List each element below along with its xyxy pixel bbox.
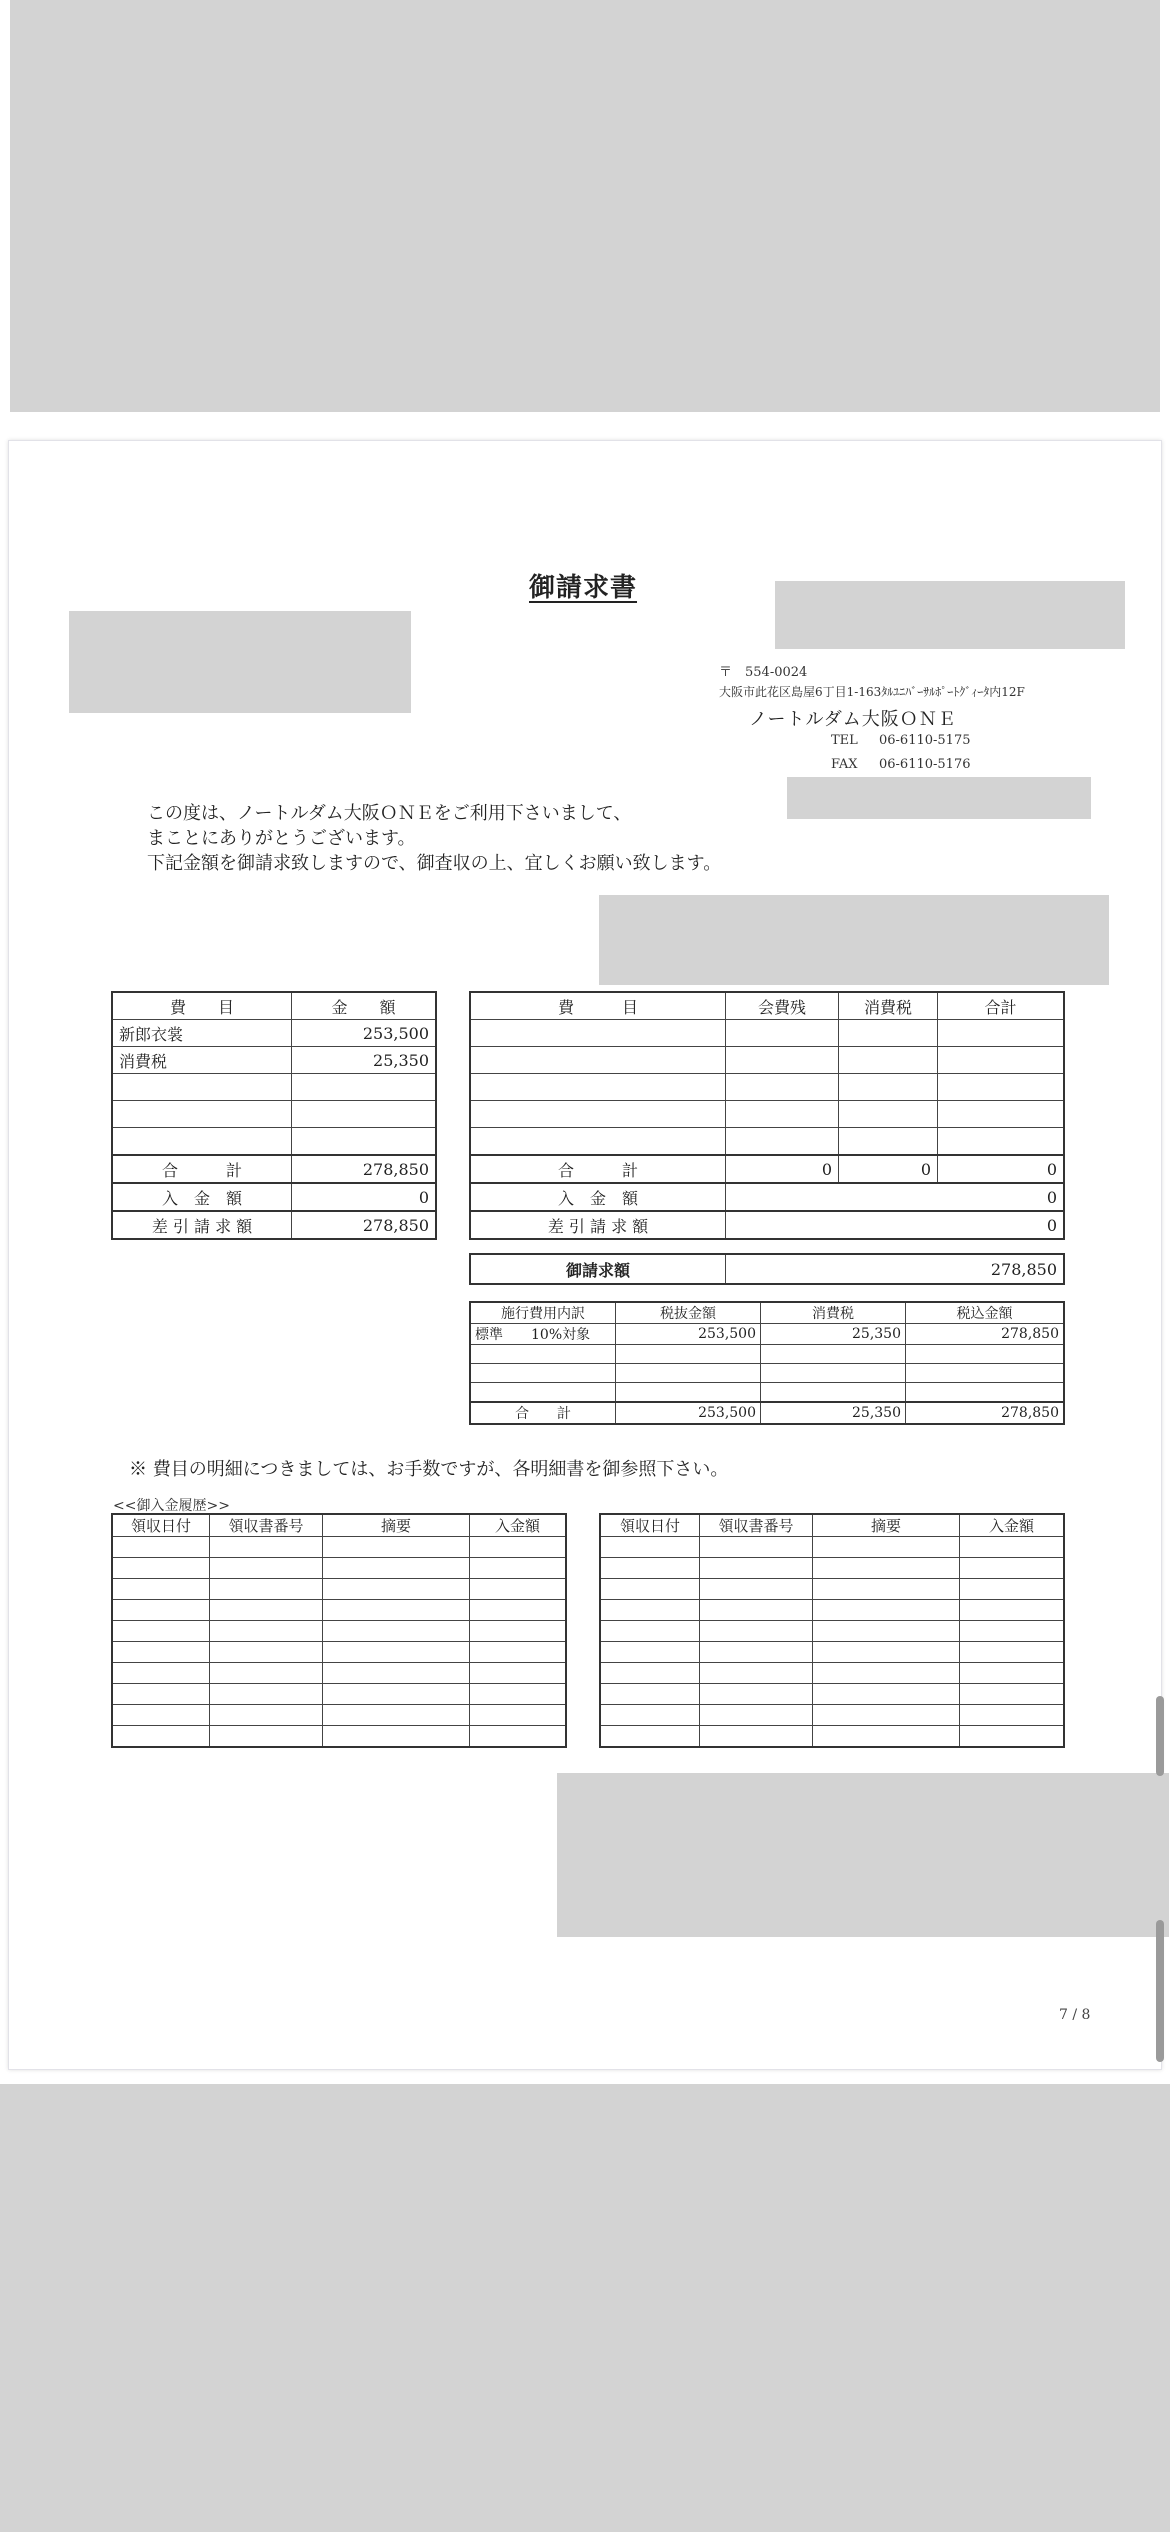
invoice-amount-table bbox=[469, 1253, 1065, 1285]
table-row bbox=[112, 1621, 566, 1642]
row-amount: 253,500 bbox=[292, 1020, 437, 1047]
table-row bbox=[600, 1705, 1064, 1726]
header-tax: 消費税 bbox=[761, 1302, 906, 1324]
payment-history-table-left bbox=[111, 1513, 567, 1748]
header-sum: 合計 bbox=[938, 992, 1065, 1020]
paid-label: 入 金 額 bbox=[112, 1183, 292, 1211]
redacted-bank-info bbox=[557, 1773, 1169, 1937]
header-amount: 金 額 bbox=[292, 992, 437, 1020]
sender-address: 大阪市此花区島屋6丁目1-163ﾀﾙﾕﾆﾊﾞｰｻﾙﾎﾟｰﾄｸﾞｨｰﾀ内12F bbox=[719, 685, 1025, 699]
table-row bbox=[600, 1621, 1064, 1642]
table-row bbox=[112, 1579, 566, 1600]
total-tax: 0 bbox=[839, 1155, 938, 1183]
table-row bbox=[600, 1558, 1064, 1579]
redacted-staff bbox=[787, 777, 1091, 819]
paid-label: 入 金 額 bbox=[470, 1183, 726, 1211]
table-row bbox=[470, 1364, 1064, 1383]
total-label: 合 計 bbox=[112, 1155, 292, 1183]
table-row bbox=[600, 1537, 1064, 1558]
table-row bbox=[112, 1642, 566, 1663]
table-row bbox=[112, 1537, 566, 1558]
table-row bbox=[112, 1074, 436, 1101]
table-row bbox=[112, 1558, 566, 1579]
membership-fee-table bbox=[469, 991, 1065, 1240]
row-tax: 25,350 bbox=[761, 1324, 906, 1345]
row-excl: 253,500 bbox=[616, 1324, 761, 1345]
redacted-stamp bbox=[599, 895, 1109, 985]
header-tax: 消費税 bbox=[839, 992, 938, 1020]
row-amount bbox=[292, 1074, 437, 1101]
header-breakdown: 施行費用内訳 bbox=[470, 1302, 616, 1324]
table-row bbox=[112, 1663, 566, 1684]
row-item bbox=[112, 1128, 292, 1156]
table-row bbox=[112, 1726, 566, 1748]
previous-page-area bbox=[10, 0, 1160, 412]
header-receipt-number: 領収書番号 bbox=[210, 1514, 323, 1537]
balance-amount: 278,850 bbox=[292, 1211, 437, 1239]
breakdown-total-label: 合 計 bbox=[470, 1402, 616, 1424]
document-title: 御請求書 bbox=[529, 573, 638, 603]
breakdown-total-excl: 253,500 bbox=[616, 1402, 761, 1424]
row-amount bbox=[292, 1128, 437, 1156]
total-label: 合 計 bbox=[470, 1155, 726, 1183]
row-item bbox=[112, 1101, 292, 1128]
table-row bbox=[112, 1101, 436, 1128]
table-row bbox=[600, 1642, 1064, 1663]
row-amount: 25,350 bbox=[292, 1047, 437, 1074]
fax-label: FAX bbox=[831, 757, 858, 772]
page-number: 7 / 8 bbox=[1059, 2007, 1091, 2023]
greeting-line-3: 下記金額を御請求致しますので、御査収の上、宜しくお願い致します。 bbox=[147, 853, 722, 874]
table-row bbox=[470, 1345, 1064, 1364]
balance-label: 差 引 請 求 額 bbox=[470, 1211, 726, 1239]
greeting-line-2: まことにありがとうございます。 bbox=[147, 828, 416, 849]
header-receipt-number: 領収書番号 bbox=[700, 1514, 813, 1537]
balance-amount: 0 bbox=[726, 1211, 1065, 1239]
tel-number: 06-6110-5175 bbox=[879, 733, 971, 748]
table-row bbox=[470, 1101, 1064, 1128]
tel-label: TEL bbox=[831, 733, 858, 748]
expense-summary-table bbox=[111, 991, 437, 1240]
header-excl: 税抜金額 bbox=[616, 1302, 761, 1324]
table-row bbox=[470, 1020, 1064, 1047]
scrollbar-thumb[interactable] bbox=[1156, 1696, 1164, 1776]
table-row bbox=[470, 1383, 1064, 1403]
header-incl: 税込金額 bbox=[906, 1302, 1065, 1324]
row-item bbox=[112, 1074, 292, 1101]
table-row bbox=[600, 1684, 1064, 1705]
table-row bbox=[112, 1684, 566, 1705]
total-remaining: 0 bbox=[726, 1155, 839, 1183]
table-row bbox=[600, 1726, 1064, 1748]
row-item: 新郎衣裳 bbox=[112, 1020, 292, 1047]
scrollbar-thumb-lower[interactable] bbox=[1156, 1920, 1164, 2062]
row-incl: 278,850 bbox=[906, 1324, 1065, 1345]
table-row bbox=[470, 1074, 1064, 1101]
table-row bbox=[112, 1705, 566, 1726]
row-item: 消費税 bbox=[112, 1047, 292, 1074]
table-row bbox=[470, 1047, 1064, 1074]
header-item: 費 目 bbox=[112, 992, 292, 1020]
table-row bbox=[600, 1663, 1064, 1684]
row-label: 標準 10%対象 bbox=[470, 1324, 616, 1345]
balance-label: 差 引 請 求 額 bbox=[112, 1211, 292, 1239]
table-row bbox=[112, 1020, 436, 1047]
table-row bbox=[600, 1579, 1064, 1600]
header-receipt-date: 領収日付 bbox=[600, 1514, 700, 1537]
header-receipt-date: 領収日付 bbox=[112, 1514, 210, 1537]
breakdown-total-tax: 25,350 bbox=[761, 1402, 906, 1424]
next-page-area bbox=[0, 2084, 1170, 2532]
header-payment: 入金額 bbox=[960, 1514, 1065, 1537]
header-summary: 摘要 bbox=[813, 1514, 960, 1537]
table-row bbox=[112, 1047, 436, 1074]
total-sum: 0 bbox=[938, 1155, 1065, 1183]
document-page bbox=[8, 440, 1162, 2070]
table-row bbox=[470, 1128, 1064, 1156]
paid-amount: 0 bbox=[292, 1183, 437, 1211]
redacted-recipient bbox=[69, 611, 411, 713]
header-remaining: 会費残 bbox=[726, 992, 839, 1020]
header-summary: 摘要 bbox=[323, 1514, 470, 1537]
table-row bbox=[470, 1324, 1064, 1345]
greeting-line-1: この度は、ノートルダム大阪ＯＮＥをご利用下さいまして、 bbox=[147, 803, 632, 824]
breakdown-table bbox=[469, 1301, 1065, 1425]
invoice-amount-value: 278,850 bbox=[726, 1254, 1065, 1284]
row-amount bbox=[292, 1101, 437, 1128]
invoice-amount-label: 御請求額 bbox=[470, 1254, 726, 1284]
breakdown-total-incl: 278,850 bbox=[906, 1402, 1065, 1424]
header-payment: 入金額 bbox=[470, 1514, 567, 1537]
payment-history-title: <<御入金履歴>> bbox=[113, 1498, 230, 1514]
paid-amount: 0 bbox=[726, 1183, 1065, 1211]
sender-name: ノートルダム大阪ＯＮＥ bbox=[749, 709, 957, 730]
sender-postal: 〒 554-0024 bbox=[719, 665, 808, 680]
header-item: 費 目 bbox=[470, 992, 726, 1020]
redacted-header-right bbox=[775, 581, 1125, 649]
payment-history-table-right bbox=[599, 1513, 1065, 1748]
table-row bbox=[112, 1600, 566, 1621]
greeting-text bbox=[147, 801, 721, 876]
table-row bbox=[600, 1600, 1064, 1621]
fax-number: 06-6110-5176 bbox=[879, 757, 971, 772]
total-amount: 278,850 bbox=[292, 1155, 437, 1183]
table-row bbox=[112, 1128, 436, 1156]
detail-note: ※ 費目の明細につきましては、お手数ですが、各明細書を御参照下さい。 bbox=[129, 1459, 729, 1480]
